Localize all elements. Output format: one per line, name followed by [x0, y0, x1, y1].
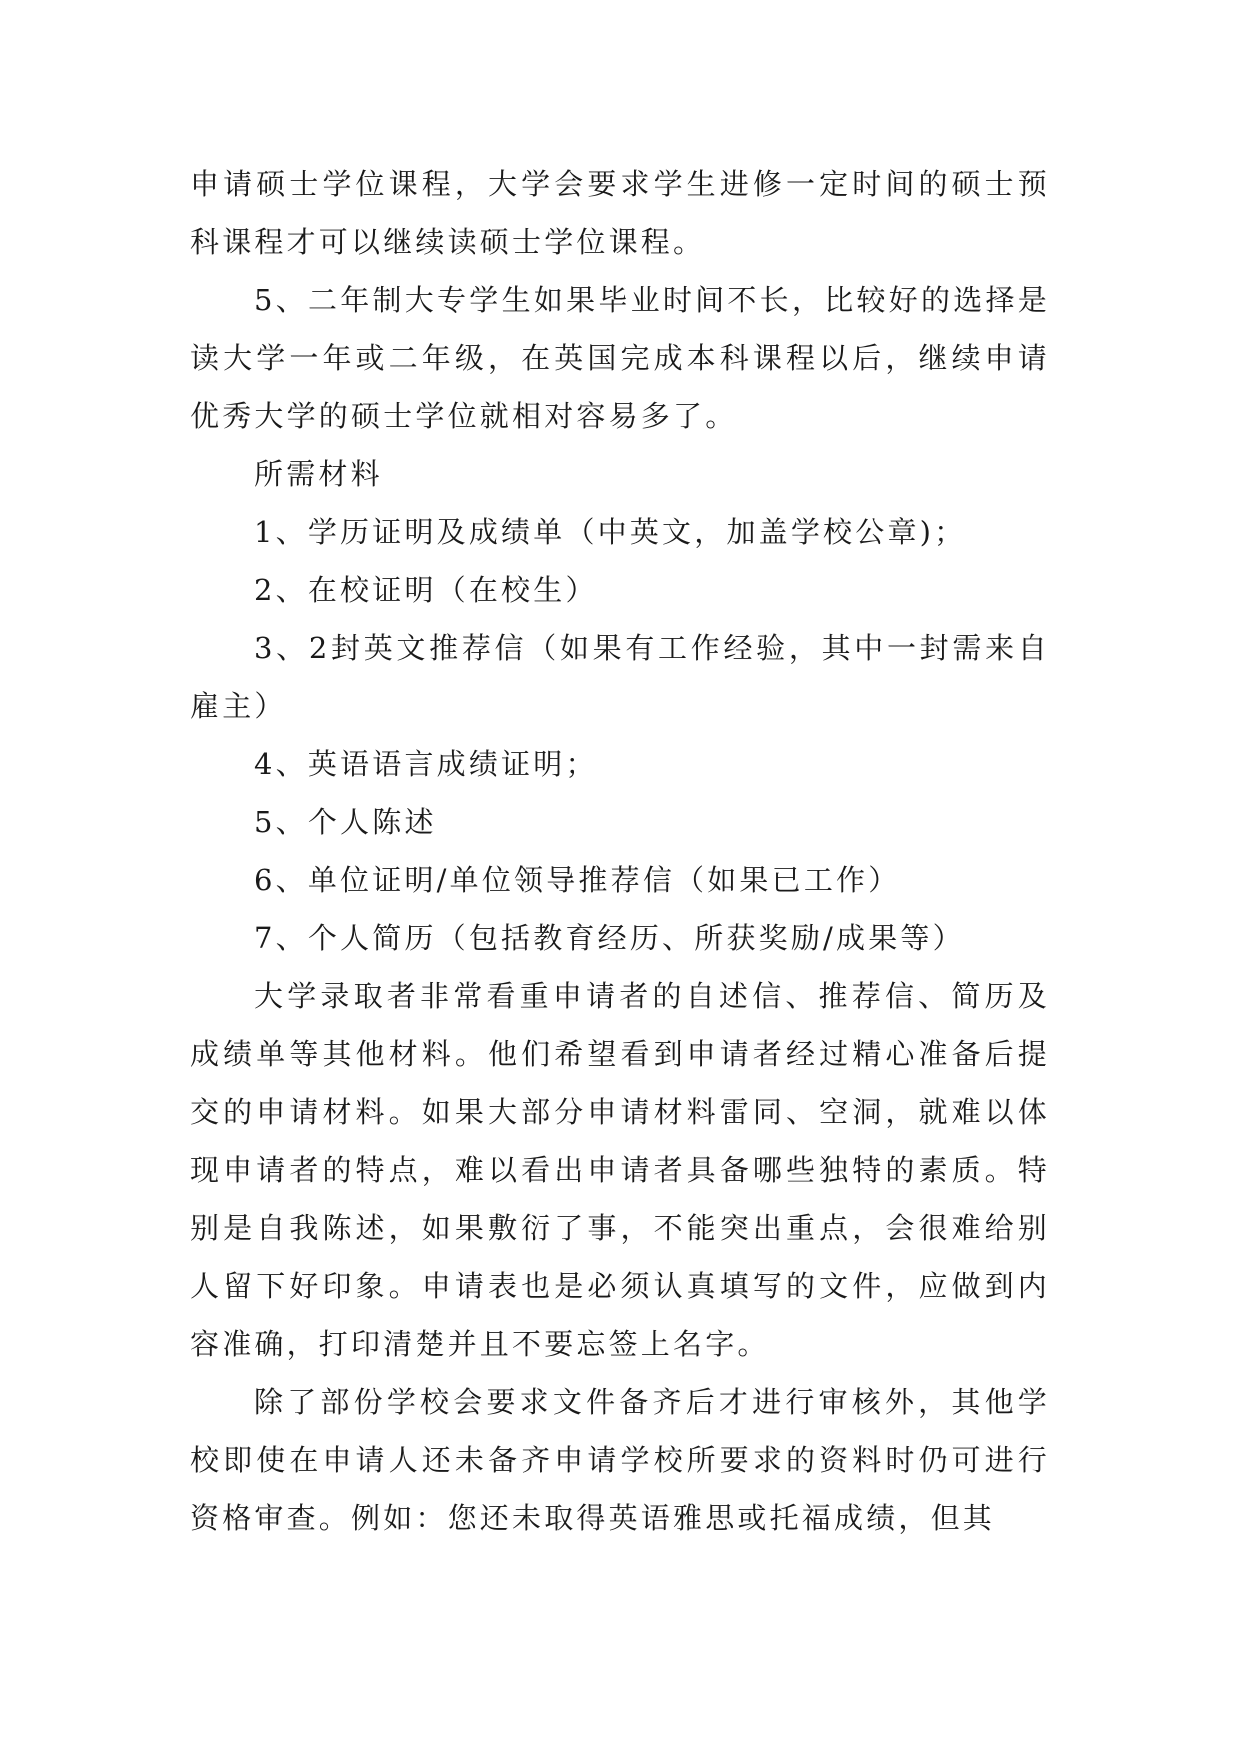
list-item: 7、个人简历（包括教育经历、所获奖励/成果等） [254, 921, 965, 955]
section-heading-materials: 所需材料 [254, 457, 383, 491]
list-item: 3、2封英文推荐信（如果有工作经验，其中一封需来自雇主） [190, 631, 1050, 723]
list-item: 1、学历证明及成绩单（中英文，加盖学校公章)； [254, 515, 967, 549]
paragraph-continuation: 申请硕士学位课程，大学会要求学生进修一定时间的硕士预科课程才可以继续读硕士学位课程。 [190, 167, 1050, 259]
document-page [190, 155, 1050, 1547]
list-item: 6、单位证明/单位领导推荐信（如果已工作） [254, 863, 901, 897]
list-item: 5、个人陈述 [254, 805, 437, 839]
list-item: 4、英语语言成绩证明； [254, 747, 598, 781]
list-item: 2、在校证明（在校生） [254, 573, 598, 607]
paragraph-body: 大学录取者非常看重申请者的自述信、推荐信、简历及成绩单等其他材料。他们希望看到申请者经过精心准备后提交的申请材料。如果大部分申请材料雷同、空洞，就难以体现申请者的特点，难以看出申请者具备哪些独特的素质。特别是自我陈述，如果敷衍了事，不能突出重点，会很难给别人留下好印象。申请表也是必须认真填写的文件，应做到内容准确，打印清楚并且不要忘签上名字。 [190, 979, 1050, 1361]
paragraph-item-5: 5、二年制大专学生如果毕业时间不长，比较好的选择是读大学一年或二年级，在英国完成本科课程以后，继续申请优秀大学的硕士学位就相对容易多了。 [190, 283, 1050, 433]
paragraph-body: 除了部份学校会要求文件备齐后才进行审核外，其他学校即使在申请人还未备齐申请学校所要求的资料时仍可进行资格审查。例如：您还未取得英语雅思或托福成绩，但其 [190, 1385, 1050, 1535]
